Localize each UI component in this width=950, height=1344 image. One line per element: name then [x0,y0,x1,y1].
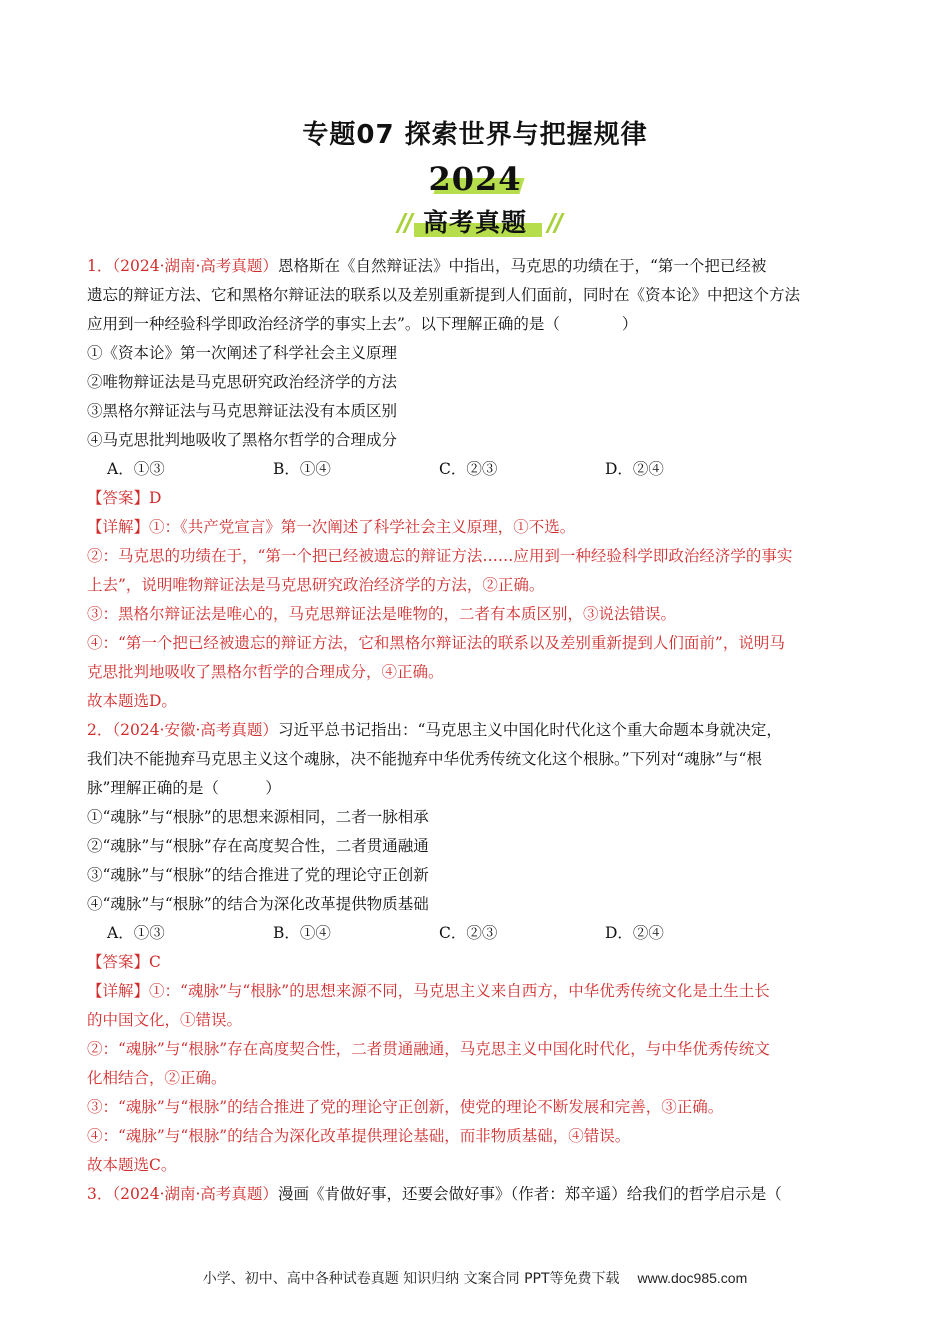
q1-stem [87,252,871,281]
q1-option-d: D．②④ [605,460,664,478]
q1-option-a: A．①③ [107,460,165,478]
q1-number: 1． [87,257,113,275]
q2-option-a: A．①③ [107,924,165,942]
q2-option-d: D．②④ [605,924,664,942]
q2-detail-line6: ④：“魂脉”与“根脉”的结合为深化改革提供理论基础，而非物质基础，④错误。 [87,1127,631,1145]
q1-detail-line4: ③：黑格尔辩证法是唯心的，马克思辩证法是唯物的，二者有本质区别，③说法错误。 [87,605,677,623]
q1-stem-line1: 恩格斯在《自然辩证法》中指出，马克思的功绩在于，“第一个把已经被 [277,257,767,275]
q2-item: ②“魂脉”与“根脉”存在高度契合性，二者贯通融通 [87,837,429,855]
q2-option-c: C．②③ [439,924,498,942]
q1-item: ①《资本论》第一次阐述了科学社会主义原理 [87,344,398,362]
q2-number: 2． [87,721,113,739]
q1-item: ④马克思批判地吸收了黑格尔哲学的合理成分 [87,431,398,449]
q3-stem [87,1180,871,1209]
q1-detail-line3: 上去”，说明唯物辩证法是马克思研究政治经济学的方法，②正确。 [87,576,545,594]
section-banner [0,203,950,239]
footer-site-link[interactable]: www.doc985.com [637,1270,748,1286]
q2-option-b: B．①④ [273,924,331,942]
document-body [87,252,871,1209]
q1-source: （2024·湖南·高考真题） [112,257,278,275]
year-heading [0,160,950,200]
q2-stem-line2: 我们决不能抛弃马克思主义这个魂脉，决不能抛弃中华优秀传统文化这个根脉。”下列对“魂脉”与“根 [87,750,762,768]
q2-item: ①“魂脉”与“根脉”的思想来源相同，二者一脉相承 [87,808,429,826]
right-slash-icon [546,213,564,237]
q1-detail [87,513,871,542]
year-text: 2024 [428,160,522,198]
q2-stem-line3: 脉”理解正确的是（ ） [87,779,281,797]
left-slash-icon [396,213,414,237]
answer-value: D [149,489,162,507]
q2-stem [87,716,871,745]
q1-item: ②唯物辩证法是马克思研究政治经济学的方法 [87,373,398,391]
q2-detail-line5: ③：“魂脉”与“根脉”的结合推进了党的理论守正创新，使党的理论不断发展和完善，③正确。 [87,1098,724,1116]
answer-value: C [149,953,161,971]
q1-option-b: B．①④ [273,460,331,478]
detail-tag: 【详解】 [87,982,150,1000]
q2-conclusion: 故本题选C。 [87,1156,177,1174]
q3-stem-line1: 漫画《肯做好事，还要会做好事》（作者：郑辛遥）给我们的哲学启示是（ [277,1185,782,1203]
q2-item: ③“魂脉”与“根脉”的结合推进了党的理论守正创新 [87,866,429,884]
q1-stem-line3: 应用到一种经验科学即政治经济学的事实上去”。以下理解正确的是（ ） [87,315,638,333]
q1-detail-line1: ①：《共产党宣言》第一次阐述了科学社会主义原理，①不选。 [149,518,576,536]
q3-source: （2024·湖南·高考真题） [112,1185,278,1203]
footer-text: 小学、初中、高中各种试卷真题 知识归纳 文案合同 PPT等免费下载 [202,1271,620,1287]
q1-detail-line2: ②：马克思的功绩在于，“第一个把已经被遗忘的辩证方法……应用到一种经验科学即政治经济学的事实 [87,547,793,565]
answer-tag: 【答案】 [87,489,150,507]
q3-number: 3． [87,1185,113,1203]
q2-answer [87,948,871,977]
q2-detail [87,977,871,1006]
q1-detail-line6: 克思批判地吸收了黑格尔哲学的合理成分，④正确。 [87,663,444,681]
q2-item: ④“魂脉”与“根脉”的结合为深化改革提供物质基础 [87,895,429,913]
q2-detail-line2: 的中国文化，①错误。 [87,1011,243,1029]
q2-detail-line4: 化相结合，②正确。 [87,1069,227,1087]
page-footer [0,1268,950,1288]
page-title: 专题07 探索世界与把握规律 [302,120,648,150]
q2-detail-line3: ②：“魂脉”与“根脉”存在高度契合性，二者贯通融通，马克思主义中国化时代化，与中华优秀传统文 [87,1040,770,1058]
q1-stem-line2: 遗忘的辩证方法、它和黑格尔辩证法的联系以及差别重新提到人们面前，同时在《资本论》中把这个方法 [87,286,801,304]
q1-option-c: C．②③ [439,460,498,478]
q1-answer [87,484,871,513]
q2-stem-line1: 习近平总书记指出：“马克思主义中国化时代化这个重大命题本身就决定， [277,721,782,739]
detail-tag: 【详解】 [87,518,150,536]
banner-text: 高考真题 [422,208,527,237]
q1-options [87,455,871,484]
q1-detail-line5: ④：“第一个把已经被遗忘的辩证方法，它和黑格尔辩证法的联系以及差别重新提到人们面前”，说明马 [87,634,785,652]
q1-item: ③黑格尔辩证法与马克思辩证法没有本质区别 [87,402,398,420]
q2-source: （2024·安徽·高考真题） [112,721,278,739]
answer-tag: 【答案】 [87,953,150,971]
q1-conclusion: 故本题选D。 [87,692,177,710]
q2-options [87,919,871,948]
q2-detail-line1: ①：“魂脉”与“根脉”的思想来源不同，马克思主义来自西方，中华优秀传统文化是土生土长 [149,982,770,1000]
